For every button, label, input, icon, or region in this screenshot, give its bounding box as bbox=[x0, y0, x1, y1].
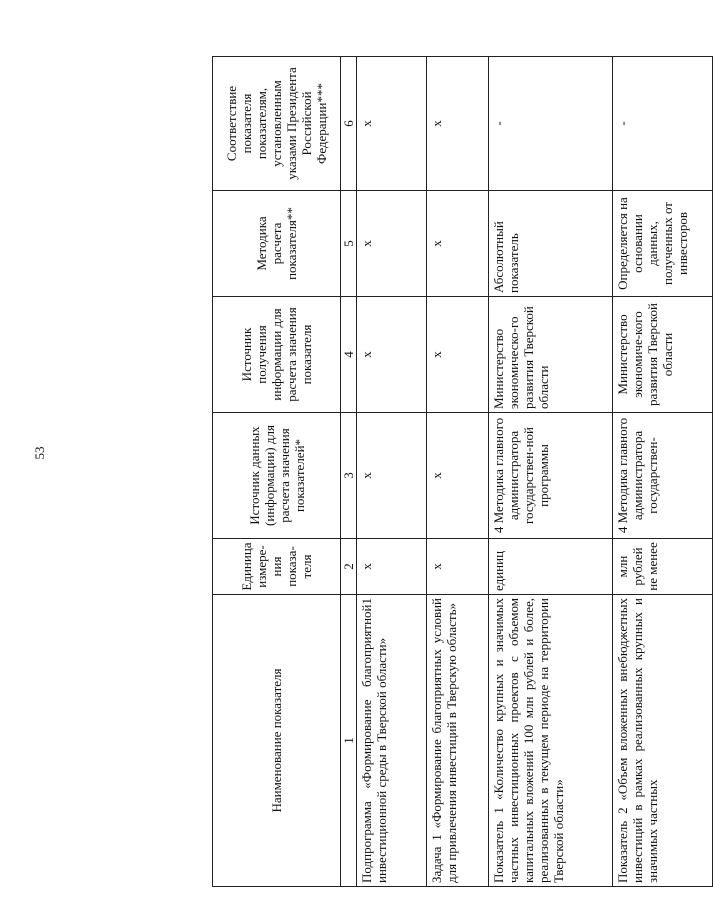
indicator-name-cell bbox=[357, 595, 427, 887]
compliance-cell: х bbox=[427, 57, 489, 191]
header-compliance: Соответствие показателя показателям, установленным указами Президента Российской Федерации*** bbox=[213, 57, 341, 191]
header-unit: Единица измере-ния показа-теля bbox=[213, 539, 341, 595]
unit-cell: млн рублей не менее bbox=[613, 539, 713, 595]
info-source-cell: х bbox=[427, 297, 489, 413]
data-source-cell: х bbox=[427, 413, 489, 539]
table-row bbox=[427, 57, 489, 887]
compliance-cell: - bbox=[489, 57, 613, 191]
data-source-cell: 4 Методика главного администратора государствен-ной программы bbox=[489, 413, 613, 539]
column-number: 1 bbox=[341, 595, 357, 887]
column-number: 3 bbox=[341, 413, 357, 539]
compliance-cell: х bbox=[357, 57, 427, 191]
data-source-cell: х bbox=[357, 413, 427, 539]
indicator-name: Показатель 1 «Количество крупных и значимых частных инвестиционных проектов с объемом капитальных вложений 100 млн рублей и более, реализованных в текущем периоде на территории Тверской области» bbox=[491, 598, 566, 883]
row-index: 1 bbox=[359, 598, 374, 605]
header-data-source: Источник данных (информации) для расчета значения показателей* bbox=[213, 413, 341, 539]
method-cell: Абсолютный показатель bbox=[489, 191, 613, 297]
page-number: 53 bbox=[32, 446, 47, 460]
indicator-name: Задача 1 «Формирование благоприятных условий для привлечения инвестиций в Тверскую область» bbox=[429, 598, 459, 883]
data-source-cell: 4 Методика главного администратора государствен- bbox=[613, 413, 713, 539]
indicator-name-cell bbox=[613, 595, 713, 887]
info-source-cell: х bbox=[357, 297, 427, 413]
column-number-row bbox=[341, 57, 357, 887]
unit-cell: х bbox=[427, 539, 489, 595]
indicator-name: Показатель 2 «Объем вложенных внебюджетных инвестиций в рамках реализованных крупных и значимых частных bbox=[615, 598, 660, 883]
method-cell: х bbox=[427, 191, 489, 297]
method-cell: Определяется на основании данных, полученных от инвесторов bbox=[613, 191, 713, 297]
column-number: 5 bbox=[341, 191, 357, 297]
indicator-name-cell bbox=[427, 595, 489, 887]
compliance-cell: - bbox=[613, 57, 713, 191]
indicator-name: Подпрограмма «Формирование благоприятной инвестиционной среды в Тверской области» bbox=[359, 604, 389, 883]
indicator-name-cell bbox=[489, 595, 613, 887]
method-cell: х bbox=[357, 191, 427, 297]
table-row bbox=[489, 57, 613, 887]
indicators-table bbox=[212, 56, 713, 887]
column-number: 4 bbox=[341, 297, 357, 413]
header-indicator-name: Наименование показателя bbox=[213, 595, 341, 887]
unit-cell: единиц bbox=[489, 539, 613, 595]
rotated-table-sheet bbox=[212, 57, 690, 887]
table-row bbox=[357, 57, 427, 887]
header-info-source: Источник получения информации для расчета значения показателя bbox=[213, 297, 341, 413]
unit-cell: х bbox=[357, 539, 427, 595]
table-header-row bbox=[213, 57, 341, 887]
table-row bbox=[613, 57, 713, 887]
column-number: 6 bbox=[341, 57, 357, 191]
info-source-cell: Министерство экономическо-го развития Тверской области bbox=[489, 297, 613, 413]
column-number: 2 bbox=[341, 539, 357, 595]
info-source-cell: Министерство экономиче-кого развития Тверской области bbox=[613, 297, 713, 413]
header-method: Методика расчета показателя** bbox=[213, 191, 341, 297]
